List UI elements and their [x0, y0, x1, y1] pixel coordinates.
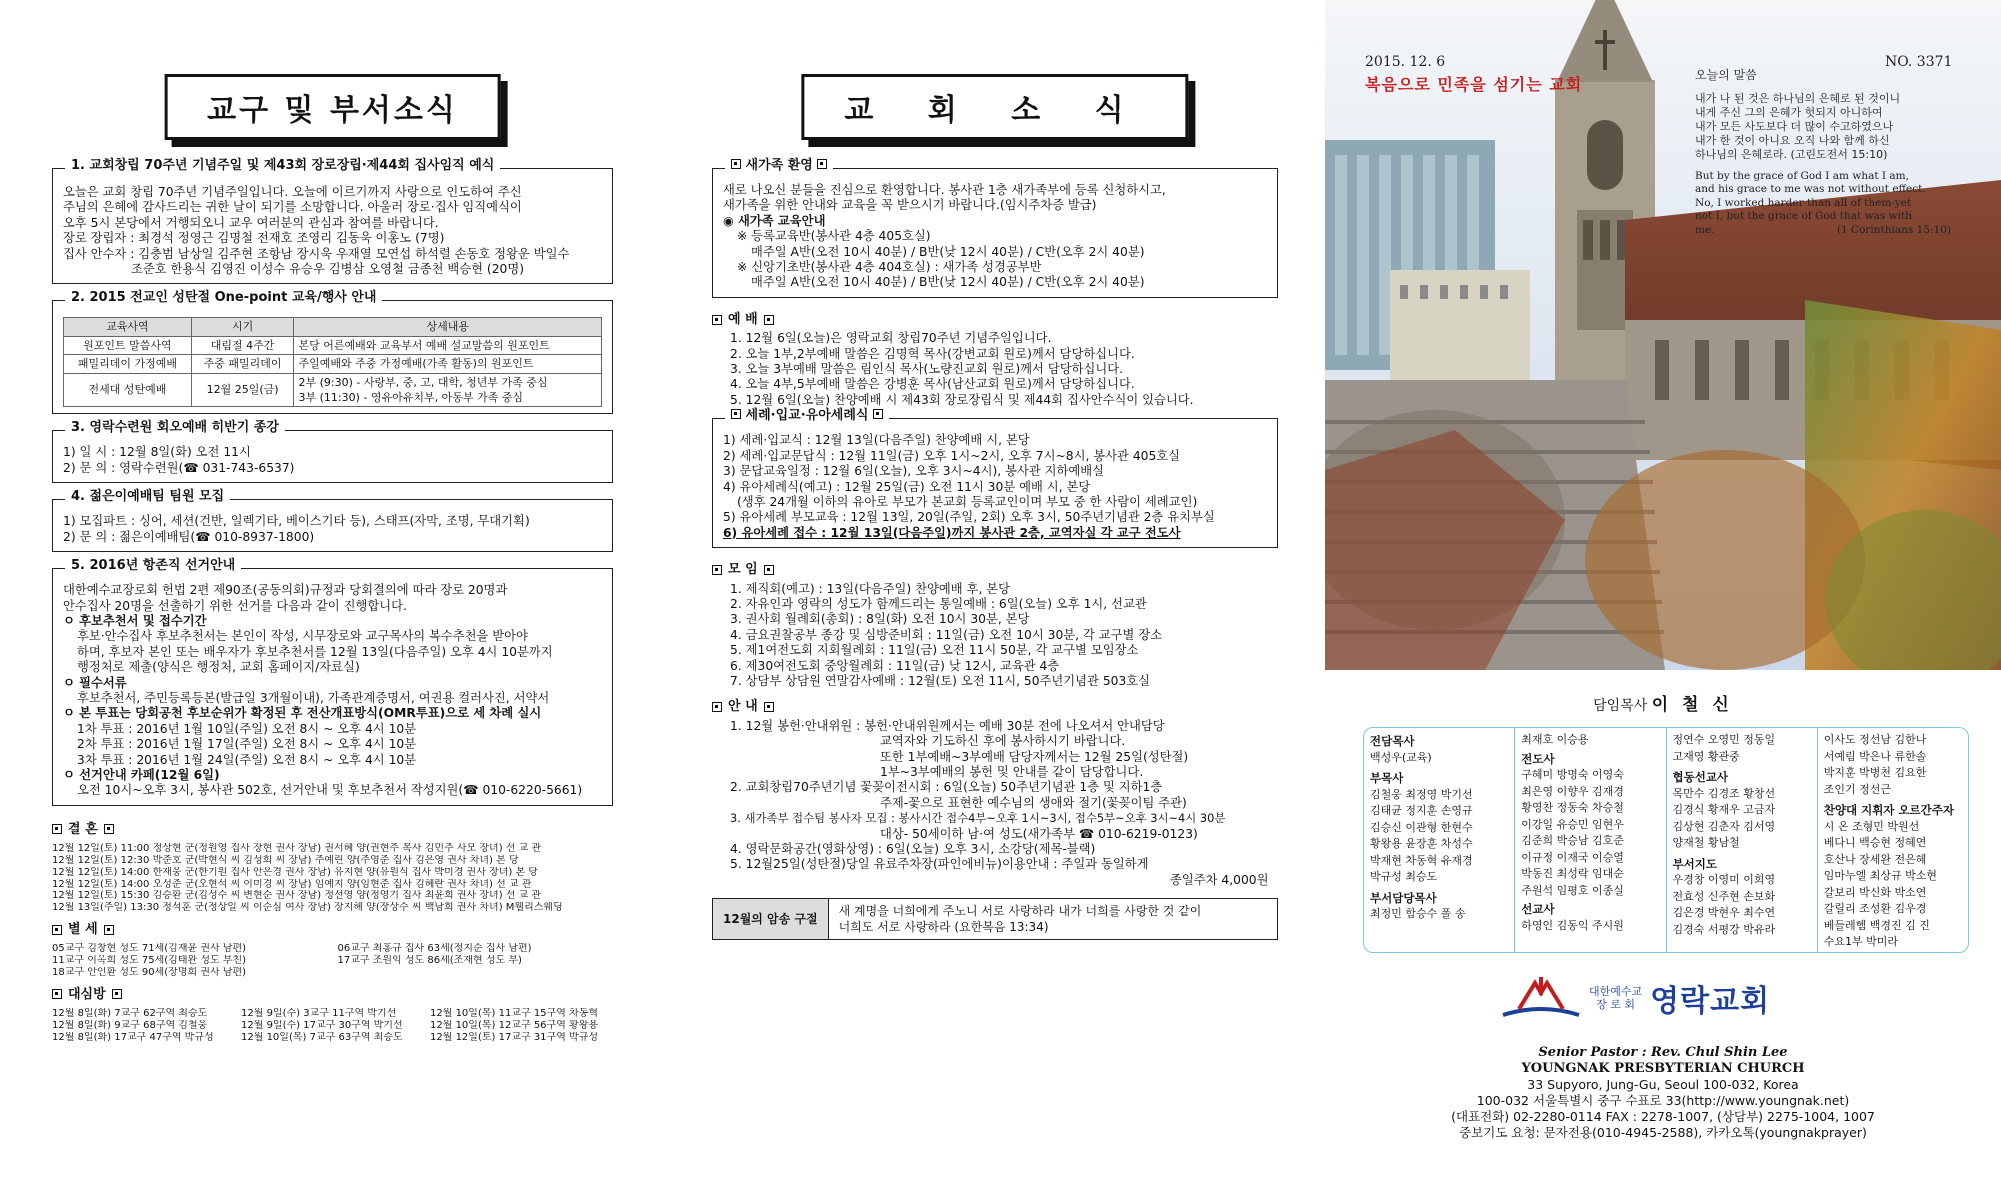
square-icon — [52, 925, 62, 935]
list-item: 17교구 조원익 성도 86세(조재현 성도 부) — [337, 955, 522, 967]
square-icon — [764, 565, 774, 575]
middle-page — [700, 0, 1290, 1192]
issue-number: NO. 3371 — [1885, 54, 1953, 70]
funeral-heading: 별 세 — [52, 922, 613, 937]
square-icon — [764, 702, 774, 712]
list-item: 5. 12월 6일(오늘) 찬양예배 시 제43회 장로장립식 및 제44회 집사안수식이 있습니다. — [730, 392, 1194, 407]
square-icon — [712, 565, 722, 575]
table-row: 전세대 성탄예배 12월 25일(금) 2부 (9:30) - 사랑부, 중, 고, 대학, 청년부 가족 중심 3부 (11:30) - 영유아유치부, 아동부 가족 중심 — [64, 373, 602, 407]
text-line: 오후 5시 본당에서 거행되오니 교우 여러분의 관심과 참여를 바랍니다. — [63, 215, 439, 230]
table-row: 패밀리데이 가정예배 주중 패밀리데이 주일예배와 주중 가정예배(가족 활동)의 원포인트 — [64, 355, 602, 373]
church-emblem-icon — [1501, 975, 1581, 1021]
list-item: 12월 12일(토) 15:30 김승환 군(김성수 씨 변현순 권사 장남) 정선영 양(정영기 집사 최윤희 권사 장녀) 선 교 관 — [52, 890, 542, 902]
square-icon — [104, 824, 114, 834]
square-icon — [764, 315, 774, 325]
funeral-list — [52, 943, 613, 978]
list-item: 12월 12일(토) 11:00 정상현 군(정원영 집사 장현 권사 장남) 권서혜 양(권현주 목사 김민주 사모 장녀) 선 교 관 — [52, 843, 542, 855]
section-retreat — [52, 420, 613, 483]
text-line: 집사 안수자 : 김충범 남상일 김주현 조항남 장시욱 우재열 모연섭 하석렬 손동호 정왕운 박일수 — [63, 246, 570, 261]
square-icon — [112, 989, 122, 999]
text-line: 조준호 한용식 김영진 이성수 유승우 김병삼 오영철 금종천 백승현 (20명) — [131, 262, 525, 277]
todays-word-title: 오늘의 말씀 — [1695, 68, 1757, 82]
section-title: 2. 2015 전교인 성탄절 One-point 교육/행사 안내 — [65, 290, 382, 305]
table-header: 교육사역 — [64, 318, 192, 336]
worship-heading: 예 배 — [712, 312, 1278, 327]
table-header: 상세내용 — [294, 318, 602, 336]
meeting-heading: 모 임 — [712, 562, 1278, 577]
wedding-list — [52, 843, 613, 914]
list-item: 1. 제직회(예고) : 13일(다음주일) 찬양예배 후, 본당 — [730, 581, 1011, 596]
list-item: 5) 유아세례 부모교육 : 12월 13일, 20일(주일, 2회) 오후 3시, 50주년기념관 2층 유치부실 — [723, 510, 1215, 525]
list-item: 05교구 김창현 성도 71세(김재윤 권사 남편) — [52, 943, 247, 955]
church-slogan: 복음으로 민족을 섬기는 교회 — [1365, 75, 1583, 94]
square-icon — [817, 159, 827, 169]
table-header: 시기 — [191, 318, 294, 336]
text-line: 2) 문 의 : 영락수련원(☎ 031-743-6537) — [63, 460, 295, 475]
notice-heading: 안 내 — [712, 699, 1278, 714]
section-christmas-education — [52, 290, 613, 414]
list-item: 12월 13일(주일) 13:30 정석훈 군(정상일 씨 이순심 여사 장남) 장지혜 양(장상수 씨 백남희 권사 차녀) M웰리스웨딩 — [52, 902, 563, 914]
text-line: 1) 모집파트 : 싱어, 세션(건반, 일렉기타, 베이스기타 등), 스태프(자막, 조명, 무대기획) — [63, 514, 530, 529]
list-item: 3) 문답교육일정 : 12월 6일(오늘), 오후 3시~4시), 봉사관 지하예배실 — [723, 464, 1105, 479]
section-title: 4. 젊은이예배팀 팀원 모집 — [65, 489, 230, 504]
list-item: 4. 오늘 4부,5부예배 말씀은 강병훈 목사(남산교회 원로)께서 담당하십니다. — [730, 377, 1135, 392]
visitation-heading: 대심방 — [52, 987, 613, 1002]
list-item: 1. 12월 6일(오늘)은 영락교회 창립70주년 기념주일입니다. — [730, 331, 1052, 346]
text-line: 장로 장립자 : 최경석 정영근 김명철 전재호 조영리 김동욱 이홍노 (7명) — [63, 231, 445, 246]
list-item: 6. 제30여전도회 중앙월례회 : 11일(금) 낮 12시, 교육관 4층 — [730, 658, 1060, 673]
list-item: 12월 12일(토) 12:30 박준호 군(박현식 씨 김성희 씨 장남) 주예린 양(주영준 집사 김은영 권사 차녀) 본 당 — [52, 854, 519, 866]
square-icon — [104, 925, 114, 935]
list-item: 18교구 안인환 성도 90세(장명희 권사 남편) — [52, 966, 247, 978]
section-title: 1. 교회창립 70주년 기념주일 및 제43회 장로장립·제44회 집사임직 예식 — [65, 158, 500, 173]
staff-column: 최재호 이승용 전도사 구혜미 방명숙 이영숙 최은영 이향우 김재경 황영찬 정동숙 차승철 이강일 유승민 임현우 김준희 박승남 김호준 이규정 이재국 이승열 박동진 최성락 임대순 주원석 임평호 이종실 선교사 하영인 김동익 주시원 — [1515, 728, 1666, 952]
section-baptism — [712, 408, 1278, 548]
middle-heading: 교 회 소 식 — [801, 74, 1188, 140]
list-item: (생후 24개월 이하의 유아로 부모가 본교회 등록교인이며 부모 중 한 사람이 세례교인) — [737, 494, 1198, 509]
church-logo: 대한예수교 장 로 회 영락교회 — [1501, 975, 1770, 1021]
list-item: 3. 권사회 월례회(총회) : 8일(화) 오전 10시 30분, 본당 — [730, 612, 1030, 627]
church-name: 영락교회 — [1650, 984, 1771, 1019]
senior-pastor: 담임목사 이 철 신 — [1593, 695, 1733, 715]
list-item: 1) 세례·입교식 : 12월 13일(다음주일) 찬양예배 시, 본당 — [723, 433, 1030, 448]
list-item: 2. 오늘 1부,2부예배 말씀은 김명혁 목사(강변교회 원로)께서 담당하십니다. — [730, 346, 1135, 361]
worship-list — [730, 331, 1278, 408]
list-item: 5. 제1여전도회 지회월례회 : 11일(금) 오전 11시 50분, 각 교구별 모임장소 — [730, 643, 1139, 658]
list-item: 2) 세례·입교문답식 : 12월 11일(금) 오후 1시~2시, 오후 7시~8시, 봉사관 405호실 — [723, 448, 1181, 463]
square-icon — [731, 409, 741, 419]
square-icon — [712, 702, 722, 712]
list-item: 12월 12일(토) 14:00 오성준 군(오현석 씨 이미경 씨 장남) 임예지 양(임현준 집사 김혜란 권사 차녀) 선 교 관 — [52, 878, 532, 890]
staff-column: 이사도 정선남 김한나 서예림 박은나 류한솔 박지훈 박병천 김요한 조인기 정선근 찬양대 지휘자 오르간주자 시 온 조형민 박원선 베다니 백승현 정혜연 호산나 장세완 전은혜 임마누엘 최상규 박소현 갈보리 박신화 박소연 갈릴리 조성환 김우경 베들레헴 백경진 김 진 수요1부 박미라 — [1823, 733, 1954, 948]
issue-date: 2015. 12. 6 — [1365, 54, 1446, 70]
list-item: 06교구 최홍규 집사 63세(정지순 집사 남편) — [337, 943, 532, 955]
list-item: 4. 금요권찰공부 종강 및 심방준비회 : 11일(금) 오전 10시 30분, 각 교구별 장소 — [730, 627, 1163, 642]
todays-word — [1647, 68, 1987, 237]
list-item: 12월 12일(토) 14:00 한재웅 군(한기원 집사 안은경 권사 장남) 유지현 양(유원식 집사 박미경 권사 장녀) 본 당 — [52, 866, 538, 878]
church-photo — [1325, 0, 2001, 670]
square-icon — [712, 315, 722, 325]
wedding-heading: 결 혼 — [52, 822, 613, 837]
text-line: 주님의 은혜에 감사드리는 귀한 날이 되기를 소망합니다. 아울러 장로·집사 임직예식이 — [63, 200, 522, 215]
staff-column: 전담목사 백성우(교육) 부목사 김철웅 최정영 박기선 김태균 정지훈 손영규 김승신 이관형 한현수 황왕용 윤장훈 차성수 박재현 차동혁 유재경 박규성 최승도 부서담당목사 최정민 함승수 폴 송 — [1364, 728, 1515, 952]
square-icon — [52, 824, 62, 834]
text-line: 1) 일 시 : 12월 8일(화) 오전 11시 — [63, 445, 251, 460]
square-icon — [52, 989, 62, 999]
cover-page — [1325, 0, 2001, 1192]
visitation-list: 12월 8일(화) 7교구 62구역 최승도 12월 9일(수) 3교구 11구역 박기선 12월 10일(목) 11교구 15구역 차동혁 12월 8일(화) 9교구 68구역 김철웅 12월 9일(수) 17교구 30구역 박기선 12월 10일(목) 12교구 56구역 황왕용 12월 8일(화) 17교구 47구역 박규성 12월 10일(목) 7교구 63구역 최승도 12월 12일(토) 17교구 31구역 박규성 — [52, 1008, 599, 1043]
section-election: 5. 2016년 항존직 선거안내 대한예수교장로회 헌법 2편 제90조(공동의회)규정과 당회결의에 따라 장로 20명과 안수집사 20명을 선출하기 위한 선거를 다음과 같이 진행합니다. ㅇ 후보추천서 및 접수기간 후보·안수집사 후보추천서는 본인이 작성, 시무장로와 교구목사의 복수추천을 받아야 하며, 후보자 본인 또는 배우자가 후보추천서를 12월 13일(다음주일) 오후 4시 10분까지 행정처로 제출(양식은 행정처, 교회 홈페이지/자료실) ㅇ 필수서류 후보추천서, 주민등록등본(발급일 3개월이내), 가족관계증명서, 여권용 컬러사진, 서약서 ㅇ 본 투표는 당회공천 후보순위가 확정된 후 전산개표방식(OMR투표)으로 세 차례 실시 1차 투표 : 2016년 1월 10일(주일) 오전 8시 ~ 오후 4시 10분 2차 투표 : 2016년 1월 17일(주일) 오전 8시 ~ 오후 4시 10분 3차 투표 : 2016년 1월 24일(주일) 오전 8시 ~ 오후 4시 10분 ㅇ 선거안내 카페(12월 6일) 오전 10시~오후 3시, 봉사관 502호, 선거안내 및 후보추천서 작성지원(☎ 010-6220-5661) — [52, 568, 613, 806]
memory-verse-label: 12월의 암송 구절 — [713, 899, 829, 939]
church-contact: Senior Pastor : Rev. Chul Shin Lee YOUNGNAK PRESBYTERIAN CHURCH 33 Supyoro, Jung-Gu, Seoul 100-032, Korea 100-032 서울특별시 중구 수표로 33(http://www.youngnak.net) (대표전화) 02-2280-0114 FAX : 2278-1007, (상담부) 2275-1004, 1007 중보기도 요청: 문자전용(010-4945-2588), 카카오톡(youngnakprayer) — [1451, 1045, 1875, 1140]
square-icon — [873, 409, 883, 419]
memory-verse-box: 12월의 암송 구절 새 계명을 너희에게 주노니 서로 사랑하라 내가 너희를 사랑한 것 같이 너희도 서로 사랑하라 (요한복음 13:34) — [712, 898, 1278, 940]
list-item: 11교구 이옥희 성도 75세(김태완 성도 부친) — [52, 955, 247, 967]
list-item: 2. 자유인과 영락의 성도가 함께드리는 통일예배 : 6일(오늘) 오후 1시, 선교관 — [730, 596, 1147, 611]
list-item: 4) 유아세례식(예고) : 12월 25일(금) 오전 11시 30분 예배 시, 본당 — [723, 479, 1091, 494]
section-title: 5. 2016년 항존직 선거안내 — [65, 558, 241, 573]
square-icon — [731, 159, 741, 169]
left-heading: 교구 및 부서소식 — [164, 74, 501, 140]
section-anniversary — [52, 158, 613, 284]
staff-column: 정연수 오영민 정동일 고재영 황관중 협동선교사 목만수 김경조 황창선 김경식 황재우 고금자 김상현 김춘자 김서영 양재철 황남철 부서지도 우경창 이영미 이희영 전효성 신주현 손보화 김은경 박현우 최수연 김경숙 서평강 박유라 — [1667, 728, 1818, 952]
education-table — [63, 317, 602, 407]
notice-list: 1. 12월 봉헌·안내위원 : 봉헌·안내위원께서는 예배 30분 전에 나오셔서 안내담당 교역자와 기도하신 후에 봉사하시기 바랍니다. 또한 1부예배~3부예배 담당자께서는 12월 25일(성탄절) 1부~3부예배의 봉헌 및 안내를 같이 담당합니다. 2. 교회창립70주년기념 꽃꽂이전시회 : 6일(오늘) 50주년기념관 1층 및 지하1층 주제-꽃으로 표현한 예수님의 생애와 절기(꽃꽂이팀 주관) 3. 새가족부 접수팀 봉사자 모집 : 봉사시간 접수4부~오후 1시~3시, 접수5부~오후 3시~4시 30분 대상- 50세이하 남·여 성도(새가족부 ☎ 010-6219-0123) 4. 영락문화공간(영화상영) : 6일(오늘) 오후 3시, 소강당(제목-블랙) 5. 12월25일(성탄절)당일 유료주차장(파인에비뉴)이용안내 : 주일과 동일하게 종일주차 4,000원 — [730, 718, 1269, 887]
list-item: 3. 오늘 3부예배 말씀은 림인식 목사(노량진교회 원로)께서 담당하십니다. — [730, 362, 1124, 377]
table-row: 원포인트 말씀사역 대림절 4주간 본당 어른예배와 교육부서 예배 설교말씀의 원포인트 — [64, 336, 602, 354]
section-newcomer: 새가족 환영 새로 나오신 분들을 진심으로 환영합니다. 봉사관 1층 새가족부에 등록 신청하시고, 새가족을 위한 안내와 교육을 꼭 받으시기 바랍니다.(임시주차증 발급) ◉ 새가족 교육안내 ※ 등록교육반(봉사관 4층 405호실) 매주일 A반(오전 10시 40분) / B반(낮 12시 40분) / C반(오후 2시 40분) ※ 신앙기초반(봉사관 4층 404호실) : 새가족 성경공부반 매주일 A반(오전 10시 40분) / B반(낮 12시 40분) / C반(오후 2시 40분) — [712, 168, 1278, 298]
verse-korean: 내가 나 된 것은 하나님의 은혜로 된 것이니 내게 주신 그의 은혜가 헛되지 아니하여 내가 모든 사도보다 더 많이 수고하였으나 내가 한 것이 아니요 오직 나와 함께 하신 하나님의 은혜로라. (고린도전서 15:10) — [1695, 92, 1901, 161]
staff-directory — [1363, 727, 1969, 953]
verse-english: But by the grace of God I am what I am, and his grace to me was not without effect. No, I worked harder than all of them-yet not I, but the grace of God that was with me. (1 Corinthians 15:10) — [1695, 170, 1951, 236]
text-line: 오늘은 교회 창립 70주년 기념주일입니다. 오늘에 이르기까지 사랑으로 인도하여 주신 — [63, 185, 522, 199]
list-item: 7. 상담부 상담원 연말감사예배 : 12월(토) 오전 11시, 50주년기념관 503호실 — [730, 673, 1151, 688]
left-page — [40, 0, 625, 1192]
meeting-list — [730, 582, 1278, 690]
section-title: 새가족 환영 — [725, 158, 833, 173]
list-item — [338, 967, 614, 979]
section-title: 세례·입교·유아세례식 — [725, 408, 889, 423]
section-youth-team — [52, 489, 613, 552]
section-title: 3. 영락수련원 회오예배 히반기 종강 — [65, 420, 285, 435]
list-item: 6) 유아세례 접수 : 12월 13일(다음주일)까지 봉사관 2층, 교역자실 각 교구 전도사 — [723, 525, 1181, 540]
text-line: 2) 문 의 : 젊은이예배팀(☎ 010-8937-1800) — [63, 529, 315, 544]
